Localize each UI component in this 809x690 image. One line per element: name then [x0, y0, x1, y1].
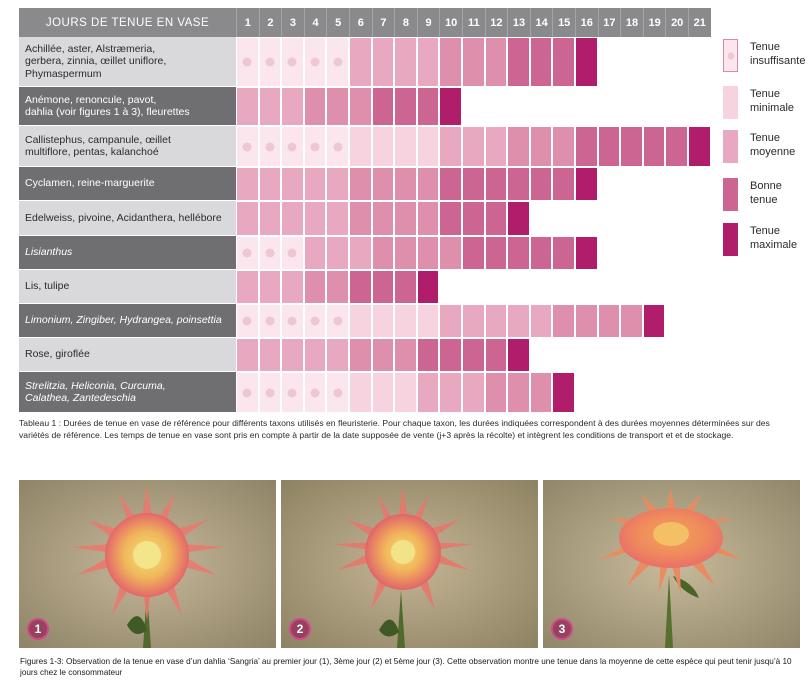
day-header-2: 2 — [259, 8, 282, 37]
insufficient-dot-icon — [311, 142, 320, 151]
table-cell — [417, 372, 440, 413]
table-cell — [552, 37, 575, 87]
insufficient-dot-icon — [288, 58, 297, 67]
table-cell — [349, 126, 372, 167]
table-cell — [462, 167, 485, 201]
table-cell — [304, 338, 327, 372]
table-cell — [552, 304, 575, 338]
table-cell — [507, 167, 530, 201]
table-cell — [620, 304, 643, 338]
table-cell — [304, 126, 327, 167]
insufficient-dot-icon — [288, 249, 297, 258]
table-cell — [372, 372, 395, 413]
table-cell — [417, 126, 440, 167]
insufficient-dot-icon — [311, 317, 320, 326]
insufficient-dot-icon — [311, 58, 320, 67]
insufficient-dot-icon — [288, 142, 297, 151]
table-cell — [326, 126, 349, 167]
table-cell — [417, 37, 440, 87]
table-cell — [485, 372, 508, 413]
table-cell — [575, 304, 598, 338]
day-header-13: 13 — [507, 8, 530, 37]
table-cell — [394, 126, 417, 167]
table-cell — [349, 236, 372, 270]
table-cell — [439, 167, 462, 201]
figures-caption: Figures 1-3: Observation de la tenue en vase d’un dahlia ‘Sangria’ au premier jour (1), 3ème jour (2) et 5ème jour (3). Cette observation montre une tenue dans la moyenne de cette espèce qui peut tenir jusqu’à 10 jours chez le consommateur — [20, 657, 792, 677]
table-cell — [236, 372, 259, 413]
table-cell — [507, 201, 530, 236]
table-cell — [304, 270, 327, 304]
photo-dahlia-day-3 — [281, 480, 538, 648]
day-header-9: 9 — [417, 8, 440, 37]
table-cell — [530, 304, 553, 338]
table-cell — [417, 338, 440, 372]
table-cell — [485, 338, 508, 372]
vase-life-table — [19, 8, 711, 405]
legend-swatch — [723, 86, 738, 119]
table-cell — [507, 338, 530, 372]
table-cell — [372, 87, 395, 126]
table-cell — [281, 338, 304, 372]
table-cell — [530, 167, 553, 201]
table-cell — [372, 304, 395, 338]
table-cell — [462, 37, 485, 87]
row-label: Callistephus, campanule, œillet multiflore, pentas, kalanchoé — [19, 126, 236, 167]
table-cell — [349, 87, 372, 126]
table-cell — [417, 236, 440, 270]
day-header-19: 19 — [643, 8, 666, 37]
table-cell — [326, 338, 349, 372]
table-cell — [281, 37, 304, 87]
table-cell — [259, 167, 282, 201]
insufficient-dot-icon — [333, 58, 342, 67]
table-cell — [439, 126, 462, 167]
insufficient-dot-icon — [333, 317, 342, 326]
table-cell — [259, 126, 282, 167]
table-cell — [281, 304, 304, 338]
table-cell — [349, 167, 372, 201]
table-cell — [236, 304, 259, 338]
table-cell — [394, 87, 417, 126]
table-cell — [394, 167, 417, 201]
table-cell — [259, 270, 282, 304]
insufficient-dot-icon — [243, 249, 252, 258]
legend-label: Bonne tenue — [750, 180, 782, 206]
table-cell — [304, 236, 327, 270]
table-cell — [620, 126, 643, 167]
table-cell — [507, 126, 530, 167]
table-cell — [417, 87, 440, 126]
table-cell — [665, 126, 688, 167]
table-cell — [372, 270, 395, 304]
table-cell — [439, 304, 462, 338]
table-cell — [439, 372, 462, 413]
table-cell — [552, 372, 575, 413]
table-cell — [417, 304, 440, 338]
legend-swatch — [723, 39, 738, 72]
table-cell — [485, 126, 508, 167]
row-label: Anémone, renoncule, pavot, dahlia (voir figures 1 à 3), fleurettes — [19, 87, 236, 126]
table-cell — [575, 37, 598, 87]
photo-dahlia-day-1 — [19, 480, 276, 648]
table-cell — [349, 37, 372, 87]
table-cell — [236, 126, 259, 167]
table-cell — [259, 87, 282, 126]
table-cell — [688, 126, 711, 167]
table-cell — [575, 126, 598, 167]
table-cell — [281, 126, 304, 167]
table-cell — [485, 167, 508, 201]
day-header-17: 17 — [598, 8, 621, 37]
table-cell — [304, 87, 327, 126]
day-header-12: 12 — [485, 8, 508, 37]
table-cell — [236, 338, 259, 372]
table-cell — [236, 37, 259, 87]
table-cell — [326, 201, 349, 236]
table-cell — [281, 236, 304, 270]
dahlia-day-1-image — [19, 480, 276, 648]
table-cell — [417, 270, 440, 304]
table-cell — [372, 338, 395, 372]
table-cell — [552, 126, 575, 167]
row-label: Edelweiss, pivoine, Acidanthera, hellébore — [19, 201, 236, 236]
table-cell — [462, 372, 485, 413]
table-cell — [394, 338, 417, 372]
table-cell — [417, 167, 440, 201]
table-cell — [236, 201, 259, 236]
legend-label: Tenue maximale — [750, 225, 798, 251]
table-cell — [372, 126, 395, 167]
legend-swatch — [723, 178, 738, 211]
table-cell — [462, 201, 485, 236]
row-label: Achillée, aster, Alstræmeria, gerbera, zinnia, œillet uniflore, Phymaspermum — [19, 37, 236, 87]
table-header-label: JOURS DE TENUE EN VASE — [19, 8, 236, 37]
table-cell — [304, 304, 327, 338]
day-header-18: 18 — [620, 8, 643, 37]
table-cell — [394, 372, 417, 413]
day-header-11: 11 — [462, 8, 485, 37]
table-cell — [304, 201, 327, 236]
row-label: Lis, tulipe — [19, 270, 236, 304]
table-cell — [281, 372, 304, 413]
insufficient-dot-icon — [265, 317, 274, 326]
table-cell — [326, 167, 349, 201]
table-cell — [236, 167, 259, 201]
table-cell — [349, 304, 372, 338]
photo-dahlia-day-5 — [543, 480, 800, 648]
photo-badge: 3 — [551, 618, 573, 640]
table-cell — [485, 304, 508, 338]
table-cell — [485, 201, 508, 236]
table-cell — [281, 201, 304, 236]
table-cell — [530, 372, 553, 413]
table-cell — [598, 126, 621, 167]
legend-label: Tenue minimale — [750, 88, 795, 114]
row-label: Lisianthus — [19, 236, 236, 270]
table-cell — [552, 236, 575, 270]
table-cell — [575, 236, 598, 270]
day-header-16: 16 — [575, 8, 598, 37]
day-header-14: 14 — [530, 8, 553, 37]
table-cell — [485, 37, 508, 87]
day-header-7: 7 — [372, 8, 395, 37]
table-cell — [304, 372, 327, 413]
insufficient-dot-icon — [265, 142, 274, 151]
table-cell — [304, 167, 327, 201]
table-cell — [394, 270, 417, 304]
table-cell — [372, 201, 395, 236]
table-cell — [326, 304, 349, 338]
table-cell — [372, 37, 395, 87]
insufficient-dot-icon — [311, 388, 320, 397]
table-cell — [462, 236, 485, 270]
table-cell — [507, 304, 530, 338]
table-cell — [394, 236, 417, 270]
row-label: Strelitzia, Heliconia, Curcuma, Calathea, Zantedeschia — [19, 372, 236, 413]
table-cell — [259, 37, 282, 87]
table-cell — [236, 270, 259, 304]
table-cell — [281, 270, 304, 304]
table-cell — [349, 201, 372, 236]
day-header-10: 10 — [439, 8, 462, 37]
table-cell — [530, 126, 553, 167]
photo-badge: 1 — [27, 618, 49, 640]
day-header-6: 6 — [349, 8, 372, 37]
table-cell — [304, 37, 327, 87]
table-cell — [462, 304, 485, 338]
table-cell — [530, 236, 553, 270]
row-label: Limonium, Zingiber, Hydrangea, poinsettia — [19, 304, 236, 338]
table-cell — [236, 236, 259, 270]
table-cell — [530, 37, 553, 87]
table-cell — [372, 236, 395, 270]
table-cell — [326, 37, 349, 87]
table-cell — [281, 87, 304, 126]
table-cell — [462, 338, 485, 372]
table-cell — [417, 201, 440, 236]
table-caption: Tableau 1 : Durées de tenue en vase de référence pour différents taxons utilisés en fleuristerie. Pour chaque taxon, les durées indiquées correspondent à des durées moyennes déterminées sur des variétés de référence. Les temps de tenue en vase sont pris en compte à partir de la date supposée de vente (j+3 après la récolte) et intègrent les conditions de transport et et de stockage. — [19, 418, 770, 440]
table-cell — [394, 37, 417, 87]
day-header-3: 3 — [281, 8, 304, 37]
table-cell — [439, 87, 462, 126]
table-cell — [259, 338, 282, 372]
insufficient-dot-icon — [265, 249, 274, 258]
table-cell — [439, 201, 462, 236]
dahlia-day-5-image — [543, 480, 800, 648]
legend-label: Tenue moyenne — [750, 132, 796, 158]
table-cell — [552, 167, 575, 201]
day-header-20: 20 — [665, 8, 688, 37]
table-cell — [326, 372, 349, 413]
day-header-15: 15 — [552, 8, 575, 37]
day-header-4: 4 — [304, 8, 327, 37]
table-cell — [507, 236, 530, 270]
table-cell — [259, 304, 282, 338]
photo-badge: 2 — [289, 618, 311, 640]
table-cell — [439, 236, 462, 270]
day-header-21: 21 — [688, 8, 711, 37]
table-cell — [462, 126, 485, 167]
legend-swatch — [723, 130, 738, 163]
table-cell — [643, 304, 666, 338]
table-cell — [326, 236, 349, 270]
insufficient-dot-icon — [243, 317, 252, 326]
insufficient-dot-icon — [265, 388, 274, 397]
row-label: Cyclamen, reine-marguerite — [19, 167, 236, 201]
insufficient-dot-icon — [727, 52, 734, 59]
table-cell — [326, 87, 349, 126]
insufficient-dot-icon — [243, 388, 252, 397]
dahlia-day-3-image — [281, 480, 538, 648]
day-header-8: 8 — [394, 8, 417, 37]
table-cell — [259, 372, 282, 413]
insufficient-dot-icon — [243, 58, 252, 67]
insufficient-dot-icon — [265, 58, 274, 67]
legend-swatch — [723, 223, 738, 256]
table-cell — [259, 201, 282, 236]
insufficient-dot-icon — [288, 317, 297, 326]
table-cell — [372, 167, 395, 201]
table-cell — [349, 338, 372, 372]
table-cell — [439, 37, 462, 87]
table-cell — [485, 236, 508, 270]
day-header-5: 5 — [326, 8, 349, 37]
table-cell — [507, 372, 530, 413]
legend-label: Tenue insuffisante — [750, 41, 806, 67]
table-cell — [236, 87, 259, 126]
day-header-1: 1 — [236, 8, 259, 37]
insufficient-dot-icon — [288, 388, 297, 397]
table-cell — [326, 270, 349, 304]
insufficient-dot-icon — [333, 142, 342, 151]
table-cell — [598, 304, 621, 338]
table-cell — [394, 304, 417, 338]
table-cell — [439, 338, 462, 372]
insufficient-dot-icon — [333, 388, 342, 397]
table-cell — [575, 167, 598, 201]
table-cell — [281, 167, 304, 201]
table-cell — [349, 372, 372, 413]
table-cell — [507, 37, 530, 87]
table-cell — [643, 126, 666, 167]
insufficient-dot-icon — [243, 142, 252, 151]
table-cell — [349, 270, 372, 304]
row-label: Rose, giroflée — [19, 338, 236, 372]
table-cell — [394, 201, 417, 236]
table-cell — [259, 236, 282, 270]
